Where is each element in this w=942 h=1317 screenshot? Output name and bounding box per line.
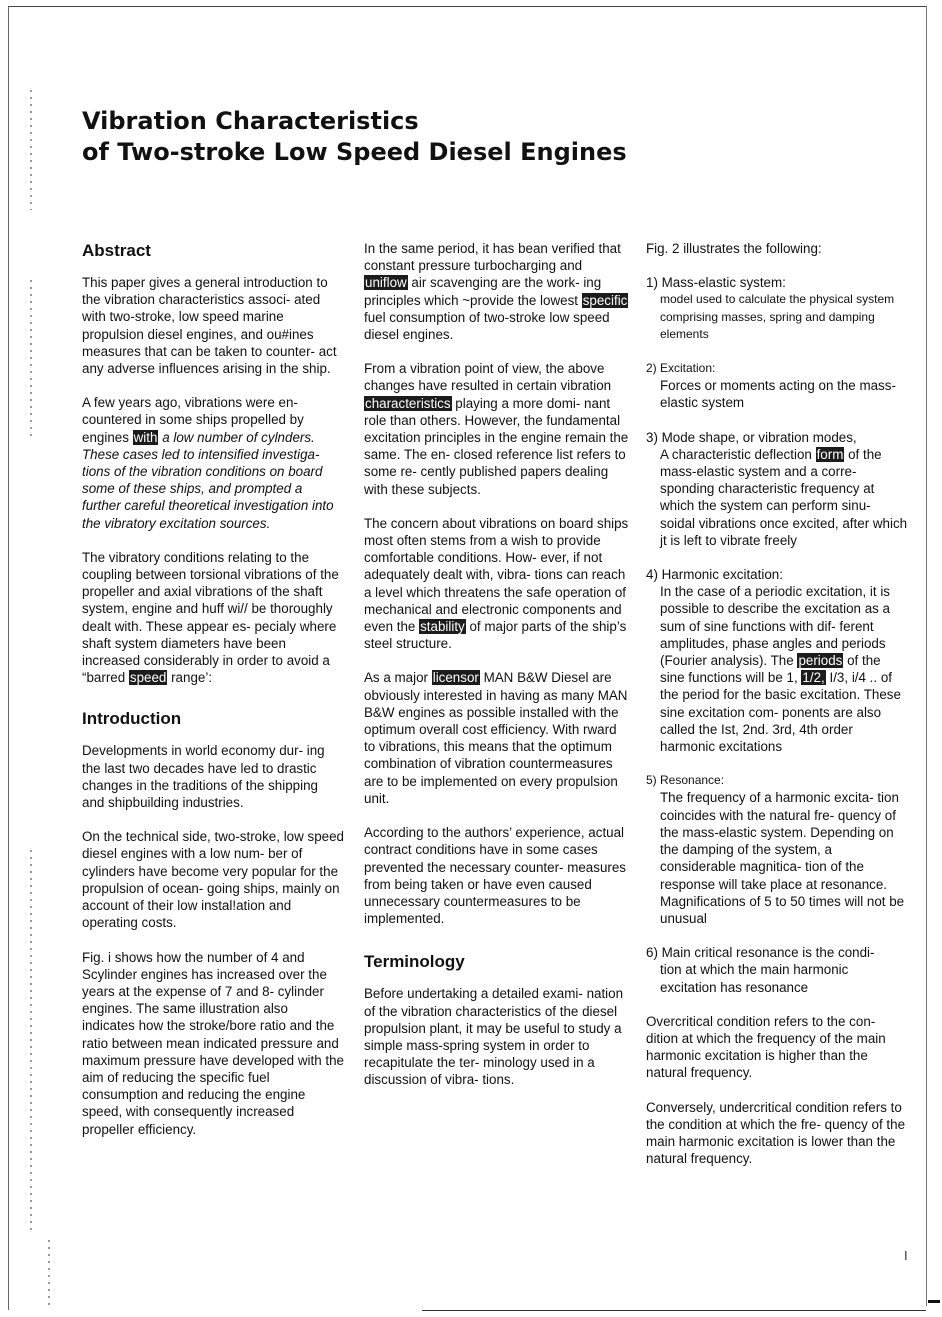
page-border-right xyxy=(926,6,927,1306)
item-text: Forces or moments acting on the mass-elastic system xyxy=(660,378,896,411)
item-text: A characteristic deflection form of the mass-elastic system and a corre- sponding characteristic frequency at which the system can perform sinu- soidal vibrations once excited, after which jt is left to vibrate freely xyxy=(660,446,908,548)
column2-paragraph-5: According to the authors’ experience, actual contract conditions have in some cases prevented the necessary counter- measures from being taken or have even caused unnecessary countermeasures to be implemented. xyxy=(364,825,627,927)
list-item xyxy=(646,360,908,412)
scan-speckle xyxy=(30,850,32,1230)
abstract-paragraph-1: This paper gives a general introduction to the vibration characteristics associ- ated with two-stroke, low speed marine propulsion diesel engines, and ou#ines measures that can be taken to counter- act any adverse influences arising in the ship. xyxy=(82,275,337,377)
scan-speckle xyxy=(30,280,32,440)
highlighted-word: form xyxy=(816,446,844,462)
column2-paragraph-3: The concern about vibrations on board ships most often stems from a wish to provide comfortable conditions. How- ever, if not adequately dealt with, vibra- tions can reach a level which threatens the safe operation of mechanical and electronic components and even the stability of major parts of the ship’s steel structure. xyxy=(364,515,629,652)
highlighted-word: specific xyxy=(582,292,628,308)
highlighted-word: stability xyxy=(420,619,465,635)
item-text: The frequency of a harmonic excita- tion coincides with the natural fre- quency of the mass-elastic system. Depending on the damping of the system, a considerable magnitica- tion of the response will take place at resonance. Magnifications of 5 to 50 times will not be unusual xyxy=(660,790,905,926)
list-item xyxy=(646,944,908,996)
highlighted-word: uniflow xyxy=(365,275,407,291)
page-border-bottom xyxy=(422,1310,926,1311)
list-item xyxy=(646,772,908,927)
introduction-heading: Introduction xyxy=(82,709,182,729)
item-label: 5) Resonance: xyxy=(646,773,725,788)
list-item xyxy=(646,566,908,755)
item-label: 4) Harmonic excitation: xyxy=(646,567,783,583)
abstract-paragraph-3: The vibratory conditions relating to the coupling between torsional vibrations of the propeller and axial vibrations of the shaft system, engine and huff wi// be thoroughly dealt with. These appear es- pecialy where shaft system diameters have been increased considerably in order to avoid a “barred speed range’: xyxy=(82,549,339,686)
highlighted-word: licensor xyxy=(432,670,479,686)
scan-speckle xyxy=(30,90,32,210)
column-3 xyxy=(646,240,908,1184)
scan-speckle xyxy=(48,1240,50,1310)
introduction-paragraph-3: Fig. i shows how the number of 4 and Scylinder engines has increased over the years at the expense of 7 and 8- cylinder engines. The same illustration also indicates how the stroke/bore ratio and the ratio between mean indicated pressure and maximum pressure have developed with the aim of reducing the specific fuel consumption and reducing the engine speed, with consequently increased propeller efficiency. xyxy=(82,949,344,1137)
highlighted-word: 1/2, xyxy=(802,670,825,686)
highlighted-word: with xyxy=(133,429,158,445)
highlighted-word: periods xyxy=(798,653,843,669)
introduction-paragraph-1: Developments in world economy dur- ing the last two decades have led to drastic changes in the traditions of the shipping and shipbuilding industries. xyxy=(82,743,325,811)
page-number: I xyxy=(904,1248,908,1263)
item-label: 6) Main critical resonance is the condi- xyxy=(646,945,875,961)
item-label: 1) Mass-elastic system: xyxy=(646,275,786,291)
item-text: tion at which the main harmonic excitation has resonance xyxy=(660,962,849,995)
page-border-top xyxy=(8,6,926,7)
abstract-paragraph-2: A few years ago, vibrations were en- countered in some ships propelled by engines with a low number of cylnders. These cases led to intensified investiga- tions of the vibration conditions on board some of these ships, and prompted a further careful theoretical investigation into the vibratory excitation sources. xyxy=(82,395,334,531)
page-title xyxy=(82,106,627,168)
column-1 xyxy=(82,240,344,1155)
column2-paragraph-1: In the same period, it has bean verified that constant pressure turbocharging and uniflow air scavenging are the work- ing principles which ~provide the lowest specific fuel consumption of two-stroke low speed diesel engines. xyxy=(364,241,628,343)
abstract-heading: Abstract xyxy=(82,241,151,260)
undercritical-paragraph: Conversely, undercritical condition refers to the condition at which the fre- quency of the main harmonic excitation is lower than the natural frequency. xyxy=(646,1099,906,1167)
list-item xyxy=(646,429,908,549)
figure-2-intro: Fig. 2 illustrates the following: xyxy=(646,241,822,256)
overcritical-paragraph: Overcritical condition refers to the con- dition at which the frequency of the main harmonic excitation is higher than the natural frequency. xyxy=(646,1013,886,1081)
title-line-1: Vibration Characteristics xyxy=(82,107,419,135)
highlighted-word: characteristics xyxy=(365,395,451,411)
item-label: 3) Mode shape, or vibration modes, xyxy=(646,429,857,445)
terminology-heading: Terminology xyxy=(364,952,465,972)
item-label: 2) Excitation: xyxy=(646,361,716,376)
list-item xyxy=(646,274,908,343)
page-border-left xyxy=(8,6,9,1310)
highlighted-word: speed xyxy=(129,670,167,686)
column2-paragraph-4: As a major licensor MAN B&W Diesel are obviously interested in having as many MAN B&W engines as possible installed with the optimum overall cost efficiency. With rward to vibrations, this means that the optimum combination of vibration countermeasures are to be implemented on every propulsion unit. xyxy=(364,670,628,806)
corner-mark xyxy=(928,1300,940,1303)
column2-paragraph-2: From a vibration point of view, the above changes have resulted in certain vibration characteristics playing a more domi- nant role than others. However, the fundamental excitation principles in the engine remain the same. The en- closed reference list refers to some re- cently published papers dealing with these subjects. xyxy=(364,361,629,497)
item-text: In the case of a periodic excitation, it is possible to describe the excitation as a sum of sine functions with dif- ferent amplitudes, phase angles and periods (Fourier analysis). The periods of the sine functions will be 1, 1/2, I/3, i/4 .. of the period for the basic excitation. These sine excitation com- ponents are also called the Ist, 2nd. 3rd, 4th order harmonic excitations xyxy=(660,584,901,755)
terminology-paragraph-1: Before undertaking a detailed exami- nation of the vibration characteristics of the diesel propulsion plant, it may be useful to study a simple mass-spring system in order to recapitulate the ter- minology used in a discussion of vibra- tions. xyxy=(364,986,624,1088)
title-line-2: of Two-stroke Low Speed Diesel Engines xyxy=(82,138,627,166)
column-2 xyxy=(364,240,629,1106)
item-text: model used to calculate the physical system comprising masses, spring and damping elements xyxy=(660,292,895,341)
introduction-paragraph-2: On the technical side, two-stroke, low speed diesel engines with a low num- ber of cylinders have become very popular for the propulsion of ocean- going ships, mainly on account of their low instal!ation and operating costs. xyxy=(82,829,344,931)
